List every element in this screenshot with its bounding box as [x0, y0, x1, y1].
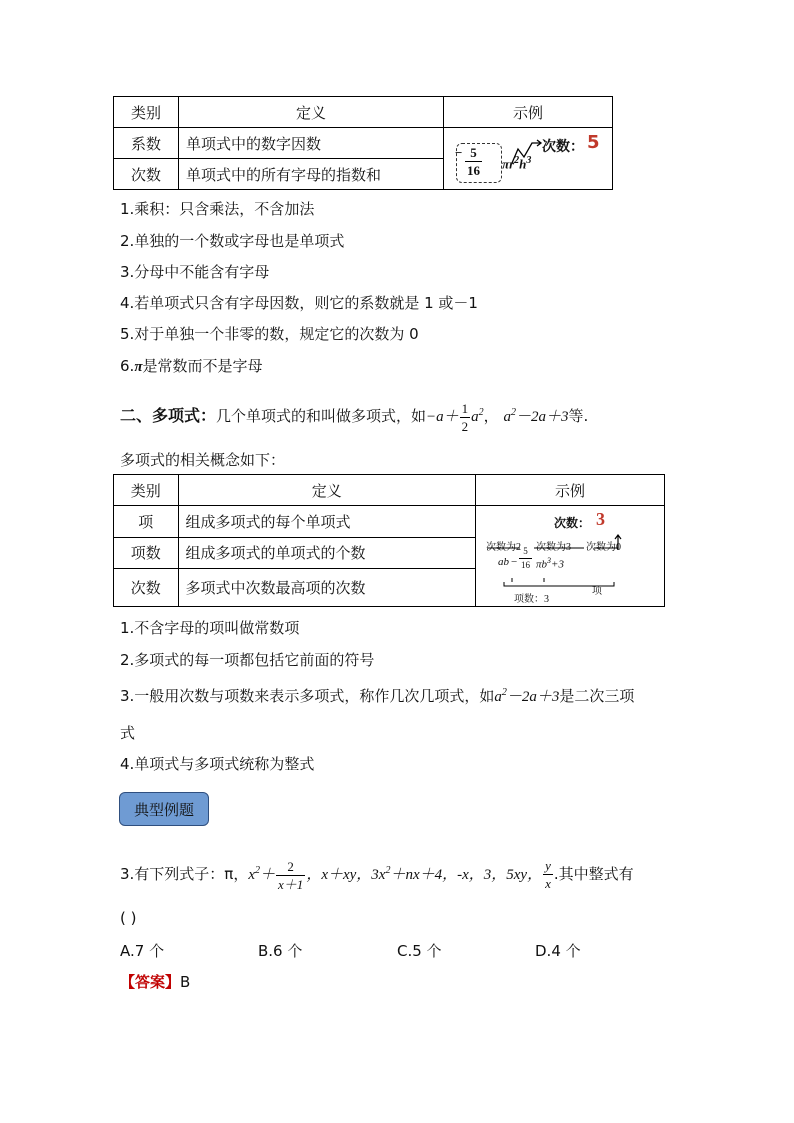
degree-arrow	[504, 135, 544, 165]
question-stem: 3.有下列式子：π，$x^2+$ $\frac{2}{x+1}$ ，x＋xy，$3x^2+nx+4$，-x，3，5xy， $\frac{y}{x}$ .其中整式有	[120, 858, 634, 893]
note-line: 6.π是常数而不是字母	[120, 357, 263, 375]
table-header: 类别	[114, 475, 179, 506]
polynomial-term: ab	[498, 556, 509, 568]
polynomial-example-figure: 次数： 3 次数为2 次数为3 次数为0 ab − $\frac{5}{16}$ $\pi b^3+3$ 项 项数：3	[484, 506, 664, 606]
note-line: 5.对于单独一个非零的数，规定它的次数为 0	[120, 325, 419, 343]
note-line: 2.多项式的每一项都包括它前面的符号	[120, 651, 375, 669]
polynomial-table	[113, 474, 665, 607]
table-cell: 组成多项式的每个单项式	[178, 506, 475, 538]
monomial-example-cell	[444, 128, 613, 190]
table-cell: 次数	[114, 159, 179, 190]
note-line: 3.一般用次数与项数来表示多项式，称作几次几项式，如$a^2-2a+3$是二次三项	[120, 687, 635, 705]
option-c[interactable]: C.5 个	[397, 942, 442, 960]
note-line: 4.单项式与多项式统称为整式	[120, 755, 315, 773]
note-line: 3.分母中不能含有字母	[120, 263, 270, 281]
note-line: 2.单独的一个数或字母也是单项式	[120, 232, 345, 250]
section-title: 二、多项式：	[120, 406, 217, 425]
table-header: 定义	[178, 475, 475, 506]
polynomial-definition: 二、多项式：几个单项式的和叫做多项式，如−a＋ $\frac{1}{2}$ $a^2$， $a^2-2a+3$等.	[120, 401, 589, 435]
table-cell: 单项式中的所有字母的指数和	[179, 159, 444, 190]
table-cell: 系数	[114, 128, 179, 159]
degree-label: 次数：	[554, 516, 591, 530]
table-cell: 项	[114, 506, 179, 538]
answer-line	[120, 971, 190, 992]
note-line: 1.不含字母的项叫做常数项	[120, 619, 300, 637]
note-line: 式	[120, 724, 136, 742]
polynomial-fraction: $\frac{5}{16}$	[521, 546, 530, 570]
term-degree-label: 次数为0	[586, 542, 621, 553]
table-header: 类别	[114, 97, 179, 128]
note-line: 4.若单项式只含有字母因数，则它的系数就是 1 或－1	[120, 294, 478, 312]
term-label: 项	[592, 586, 602, 597]
degree-value: 5	[587, 131, 600, 153]
table-header: 示例	[444, 97, 613, 128]
polynomial-example-cell	[476, 506, 665, 607]
term-degree-label: 次数为2	[486, 542, 521, 553]
table-cell: 次数	[114, 569, 179, 607]
table-header: 示例	[476, 475, 665, 506]
degree-value: 3	[596, 509, 605, 529]
answer-value: B	[180, 973, 191, 991]
term-count-label: 项数：3	[514, 594, 549, 605]
option-a[interactable]: A.7 个	[120, 942, 165, 960]
coefficient-fraction: − 5 16	[455, 144, 480, 178]
degree-label: 次数：	[542, 138, 584, 155]
table-cell: 组成多项式的单项式的个数	[178, 537, 475, 569]
table-cell: 多项式中次数最高项的次数	[178, 569, 475, 607]
table-header: 定义	[179, 97, 444, 128]
polynomial-term: $\pi b^3+3$	[536, 556, 564, 571]
table-cell: 单项式中的数字因数	[179, 128, 444, 159]
answer-paren: ( )	[120, 909, 137, 927]
table-cell: 项数	[114, 537, 179, 569]
option-d[interactable]: D.4 个	[535, 942, 581, 960]
typical-examples-button[interactable]: 典型例题	[119, 792, 209, 826]
note-line: 1.乘积：只含乘法，不含加法	[120, 200, 315, 218]
monomial-table	[113, 96, 613, 190]
pi-symbol: π	[134, 359, 143, 375]
monomial-letters: $\pi r^2h^3$	[502, 154, 532, 171]
option-b[interactable]: B.6 个	[258, 942, 303, 960]
table-intro: 多项式的相关概念如下：	[120, 451, 286, 469]
term-degree-label: 次数为3	[536, 542, 571, 553]
answer-tag: 【答案】	[120, 973, 181, 991]
monomial-example-figure	[444, 129, 609, 189]
